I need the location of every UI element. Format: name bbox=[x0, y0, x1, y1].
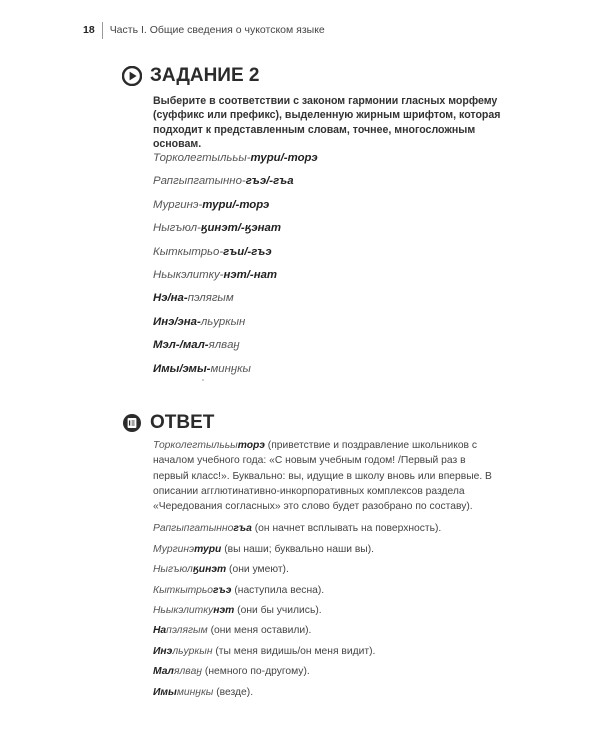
example-morpheme: Нэ/на- bbox=[153, 292, 188, 305]
answer-intro-morpheme: торэ bbox=[237, 440, 265, 451]
page-number: 18 bbox=[83, 24, 95, 36]
answer-title: ОТВЕТ bbox=[150, 412, 215, 433]
answer-morpheme: ӄинэт bbox=[192, 564, 227, 576]
answer-morpheme: нэт bbox=[213, 605, 235, 617]
answer-translation: (наступила весна). bbox=[231, 584, 325, 596]
answer-word bbox=[153, 625, 208, 636]
example-stem: Мургинэ- bbox=[153, 198, 203, 211]
example-item bbox=[153, 337, 318, 360]
answer-tail: минӈкы bbox=[176, 686, 214, 698]
answer-line bbox=[153, 521, 503, 541]
example-morpheme: Мэл-/мал- bbox=[153, 339, 209, 352]
answer-word bbox=[153, 564, 226, 575]
example-morpheme: Инэ/эна- bbox=[153, 315, 201, 328]
answer-word bbox=[153, 687, 213, 698]
task-description: Выберите в соответствии с законом гармонии гласных морфему (суффикс или префикс), выделенную жирным шрифтом, которая подходит к представленным словам, точнее, многосложным основам. bbox=[153, 95, 501, 151]
answer-stem: Ньыкэлитку bbox=[153, 605, 214, 617]
answer-tail: ялвaӈ bbox=[173, 666, 203, 678]
answer-line bbox=[153, 583, 503, 603]
answer-word bbox=[153, 666, 202, 677]
task-heading bbox=[122, 65, 259, 87]
example-morpheme: Имы/эмы- bbox=[153, 362, 211, 375]
example-morpheme: ӄинэт/-ӄэнат bbox=[200, 222, 281, 235]
answer-tail: льуркын bbox=[172, 645, 213, 657]
answer-translation: (немного по-другому). bbox=[202, 666, 310, 678]
answer-morpheme: Имы bbox=[153, 686, 177, 698]
example-item bbox=[153, 290, 318, 313]
answer-morpheme: гъа bbox=[233, 523, 252, 535]
answer-line bbox=[153, 562, 503, 582]
example-item bbox=[153, 150, 318, 173]
answer-stem: Рапгыпгатынно bbox=[153, 523, 234, 535]
answer-stem: Кыткытрьо bbox=[153, 584, 213, 596]
example-stem: Кыткытрьо- bbox=[153, 245, 224, 258]
answer-lines bbox=[153, 521, 503, 705]
answer-intro-word bbox=[153, 440, 265, 451]
header-divider bbox=[102, 22, 103, 39]
answer-translation: (они умеют). bbox=[226, 564, 289, 576]
example-item bbox=[153, 220, 318, 243]
answer-line bbox=[153, 685, 503, 705]
example-item bbox=[153, 173, 318, 196]
answer-word bbox=[153, 544, 221, 555]
answer-word bbox=[153, 646, 213, 657]
example-morpheme: гъи/-гъэ bbox=[223, 245, 272, 258]
example-tail: ялвaӈ bbox=[208, 339, 240, 352]
example-tail: льуркын bbox=[200, 315, 246, 328]
answer-body bbox=[153, 438, 503, 705]
answer-heading bbox=[122, 412, 214, 434]
answer-intro bbox=[153, 438, 503, 514]
example-morpheme: гъэ/-гъа bbox=[245, 175, 294, 188]
example-tail: пэлягым bbox=[187, 292, 234, 305]
answer-line bbox=[153, 623, 503, 643]
running-title: Часть I. Общие сведения о чукотском языке bbox=[109, 24, 325, 36]
answer-intro-text: (приветствие и поздравление школьников с началом учебного года: «С новым учебным годом! /Первый раз в первый класс!». Буквально: вы, идущие в школу вновь или впервые. В описании агглютинативно-инкорпоративных комплексов раздела «Чередования согласных» это слово будет разобрано по составу). bbox=[153, 440, 492, 513]
answer-morpheme: Мал bbox=[153, 666, 174, 678]
example-stem: Ньыкэлитку- bbox=[153, 268, 224, 281]
answer-morpheme: тури bbox=[194, 543, 222, 555]
answer-morpheme: Инэ bbox=[153, 645, 173, 657]
answer-translation: (ты меня видишь/он меня видит). bbox=[212, 645, 376, 657]
example-item bbox=[153, 197, 318, 220]
answer-word bbox=[153, 605, 234, 616]
answer-translation: (они меня оставили). bbox=[207, 625, 312, 637]
play-icon bbox=[122, 66, 142, 86]
answer-morpheme: На bbox=[153, 625, 167, 637]
book-icon bbox=[122, 413, 142, 433]
example-item bbox=[153, 267, 318, 290]
separator-dot bbox=[202, 379, 204, 381]
answer-stem: Ныгъюл bbox=[153, 564, 193, 576]
answer-translation: (они бы учились). bbox=[234, 605, 322, 617]
answer-translation: (он начнет всплывать на поверхность). bbox=[251, 523, 442, 535]
examples-list bbox=[153, 150, 318, 384]
answer-line bbox=[153, 644, 503, 664]
answer-tail: пэлягым bbox=[166, 625, 208, 637]
example-item bbox=[153, 314, 318, 337]
example-tail: минӈкы bbox=[210, 362, 251, 375]
task-title: ЗАДАНИЕ 2 bbox=[150, 65, 260, 86]
answer-translation: (везде). bbox=[213, 686, 254, 698]
answer-line bbox=[153, 603, 503, 623]
answer-intro-stem: Торколегтылььы bbox=[153, 440, 238, 451]
answer-stem: Мургинэ bbox=[153, 543, 195, 555]
answer-line bbox=[153, 542, 503, 562]
example-morpheme: тури/-торэ bbox=[202, 198, 270, 211]
answer-word bbox=[153, 523, 252, 534]
example-morpheme: тури/-торэ bbox=[250, 152, 318, 164]
answer-line bbox=[153, 664, 503, 684]
example-item bbox=[153, 361, 318, 384]
answer-morpheme: гъэ bbox=[213, 584, 232, 596]
example-stem: Торколегтылььы- bbox=[153, 152, 251, 164]
answer-word bbox=[153, 585, 231, 596]
running-header bbox=[83, 20, 325, 40]
example-stem: Рапгыпгатынно- bbox=[153, 175, 246, 188]
example-morpheme: нэт/-нат bbox=[223, 268, 278, 281]
answer-translation: (вы наши; буквально наши вы). bbox=[221, 543, 374, 555]
example-stem: Ныгъюл- bbox=[153, 222, 201, 235]
example-item bbox=[153, 244, 318, 267]
